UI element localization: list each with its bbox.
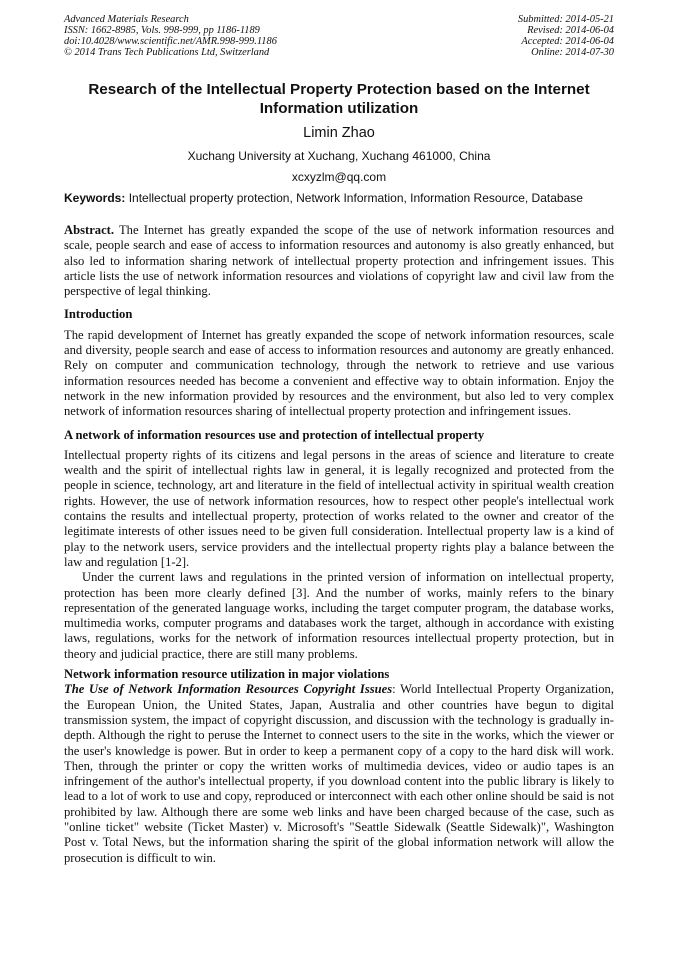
journal-doi: doi:10.4028/www.scientific.net/AMR.998-999.1186 <box>64 36 277 47</box>
section-heading-network-resources: A network of information resources use and protection of intellectual property <box>64 427 485 442</box>
journal-issn: ISSN: 1662-8985, Vols. 998-999, pp 1186-1189 <box>64 25 260 36</box>
keywords-line <box>64 191 618 206</box>
journal-info <box>64 14 277 58</box>
author-affiliation: Xuchang University at Xuchang, Xuchang 461000, China <box>187 149 491 163</box>
publication-dates <box>518 14 614 58</box>
section-heading-violations: Network information resource utilization in major violations <box>64 667 390 682</box>
intro-paragraph: The rapid development of Internet has greatly expanded the scope of network information resources, scale and diversity, people search and ease of access to information resources and autonomy are greatly enhanced. Rely on computer and communication technology, through the network to retrieve and use various information resources needed has become a convenient and effective way to obtain information. Enjoy the network in the new information provided by resources and the environment, but also led to very complex network of information resources sharing of intellectual property protection and infringement issues. <box>64 327 614 419</box>
date-online: Online: 2014-07-30 <box>531 47 614 58</box>
section-heading-introduction: Introduction <box>64 307 133 322</box>
keywords-label: Keywords: <box>64 191 126 205</box>
network-paragraph-1: Intellectual property rights of its citizens and legal persons in the areas of science and literature to create wealth and the spirit of intellectual rights law in general, it is legally recognized and protected from the people in science, technology, art and literature in the field of intellectual activity in spiritual wealth creation rights. However, the use of network information resources, how to respect other people's intellectual work contains the results and intellectual property, protection of works related to the owner and creator of the legitimate interests of other issues need to be given full consideration. Intellectual property law is a kind of play to the network users, service providers and the intellectual property rights play a balance between the law and regulation [1-2]. <box>64 447 614 569</box>
author-email: xcxyzlm@qq.com <box>291 170 387 184</box>
author-name: Limin Zhao <box>303 125 375 141</box>
journal-copyright: © 2014 Trans Tech Publications Ltd, Switzerland <box>64 47 270 58</box>
date-accepted: Accepted: 2014-06-04 <box>521 36 614 47</box>
paper-body <box>64 223 614 866</box>
violations-lead: The Use of Network Information Resources Copyright Issues <box>64 682 393 697</box>
abstract-label: Abstract. <box>64 223 115 237</box>
date-revised: Revised: 2014-06-04 <box>527 25 614 36</box>
network-paragraph-2: Under the current laws and regulations in the printed version of information on intellectual property, protection has been more clearly defined [3]. And the number of works, mainly refers to the binary representation of the generated language works, including the target computer program, the database works, multimedia works, computer programs and databases work the target, although in accordance with existing laws, regulations, works for the network of information resources intellectual property protection, but in theory and judicial practice, there are still many problems. <box>64 570 614 661</box>
date-submitted: Submitted: 2014-05-21 <box>517 14 614 25</box>
paper-title: Research of the Intellectual Property Protection based on the Internet Information utilization <box>88 81 590 117</box>
violations-text: : World Intellectual Property Organization, the European Union, the United States, Japan, Australia and other countries have begun to digital transmission system, the impact of copyright discussion, and discussion with the technology is gradually in-depth. Although the right to peruse the Internet to connect users to the site in the works, which the viewer or the user's knowledge is power. But in order to keep a permanent copy of a copy to the hard disk will work. Then, through the printer or copy the written works of multimedia devices, video or audio tapes is an infringement of the author's intellectual property, if you download content into the public library is likely to lead to a lot of work to use and copy, reproduced or interconnect with each other online should be said is not prohibited by law. Although there are some web links and have been charged because of the case, such as "online ticket" website (Ticket Master) v. Microsoft's "Seattle Sidewalk (Seattle Sidewalk)", Washington Post v. Total News, but the information sharing the spirit of the global information network will allow the prosecution is difficult to win. <box>64 682 614 865</box>
abstract-paragraph <box>64 223 614 299</box>
abstract-text: The Internet has greatly expanded the scope of the use of network information resources and scale, people search and ease of access to information resources and autonomy is also greatly enhanced, but also led to information sharing network of intellectual property protection and infringement issues. This article lists the use of network information resources and violations of copyright law and civil law from the perspective of legal thinking. <box>64 223 615 299</box>
keywords-text: Intellectual property protection, Network Information, Information Resource, Database <box>128 191 583 205</box>
violations-paragraph <box>64 682 614 866</box>
journal-name: Advanced Materials Research <box>64 14 189 25</box>
